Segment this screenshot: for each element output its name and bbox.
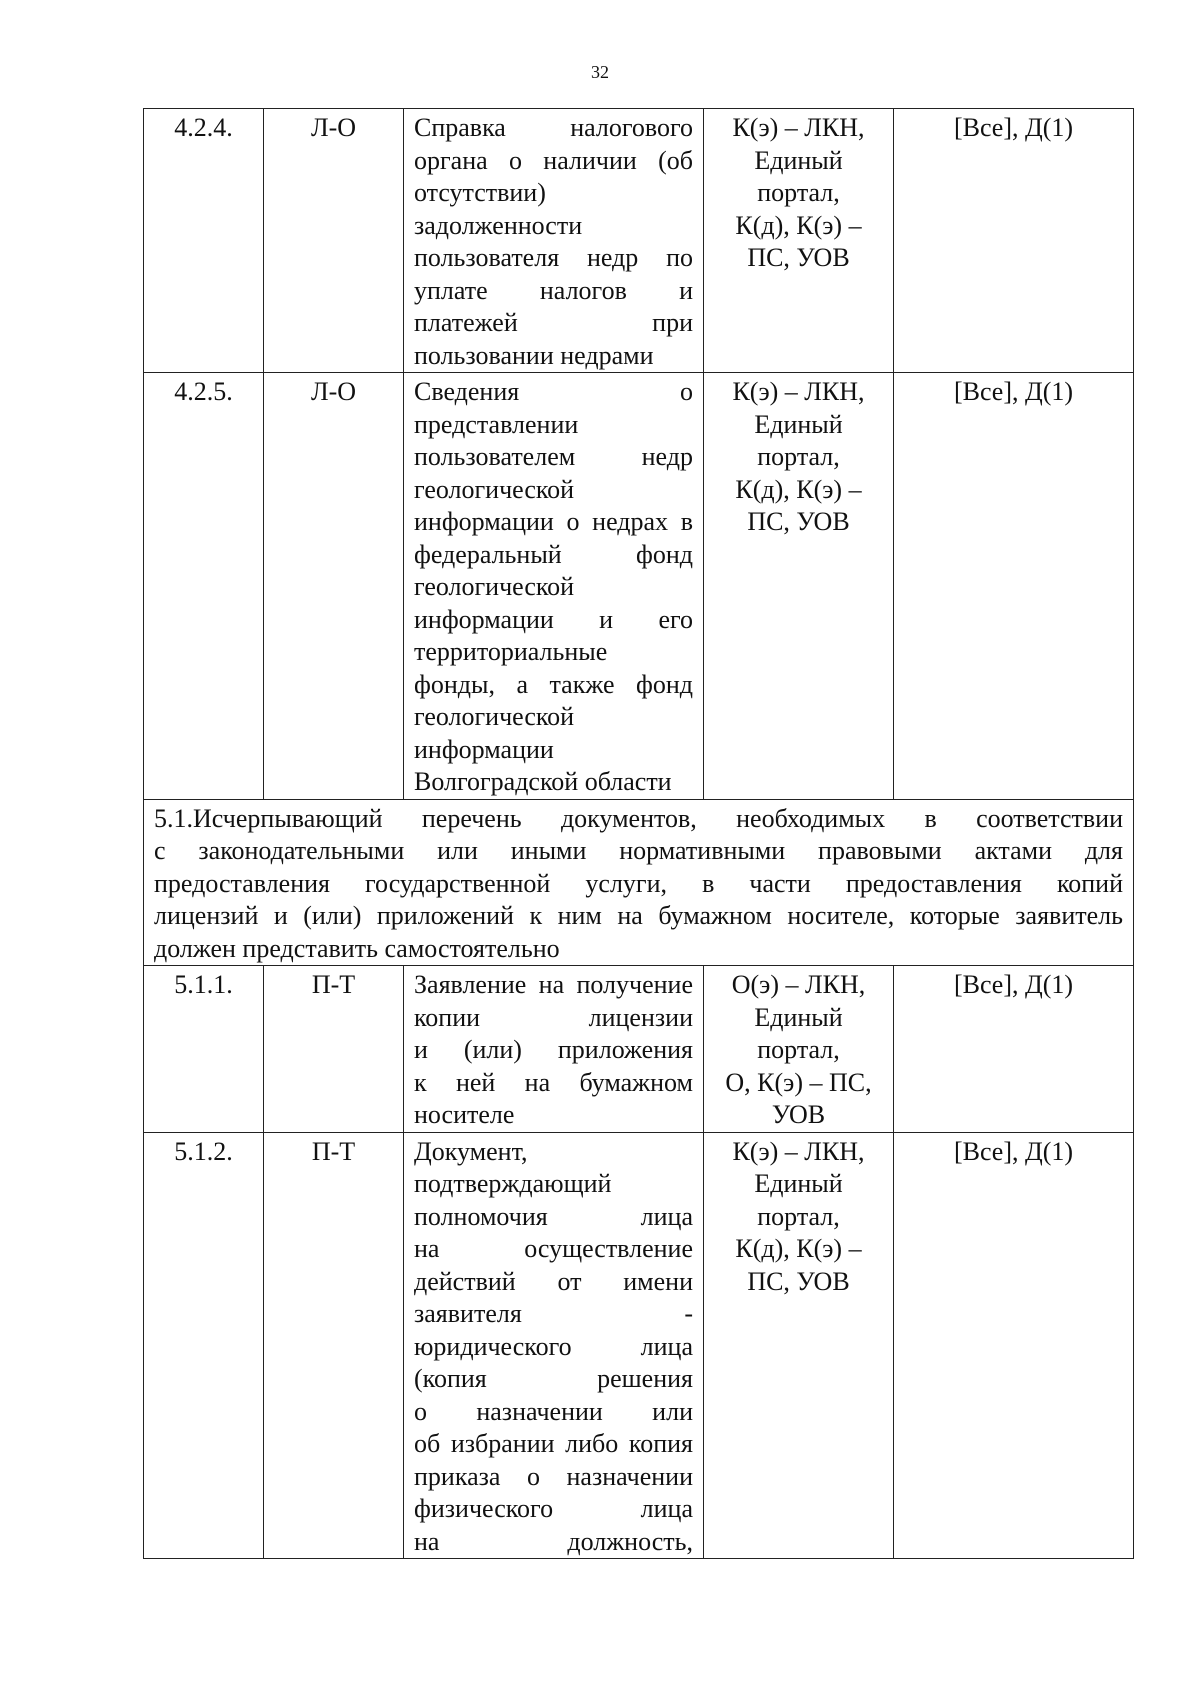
channel-line: К(э) – ЛКН, (732, 377, 865, 406)
description-line: геологической (414, 702, 575, 731)
description-line: физического лица (414, 1494, 693, 1523)
row-code: П-Т (264, 966, 404, 1133)
description-line: отсутствии) (414, 178, 546, 207)
row-description (404, 966, 704, 1133)
description-line: геологической (414, 572, 575, 601)
channel-line: Единый (754, 145, 843, 175)
row-scope: [Все], Д(1) (894, 373, 1134, 800)
table-row (144, 1132, 1134, 1559)
channel-line: ПС, УОВ (747, 1266, 850, 1296)
row-channel (704, 966, 894, 1133)
description-line: Заявление на получение (414, 970, 693, 999)
row-number: 4.2.5. (144, 373, 264, 800)
section-row (144, 799, 1134, 966)
row-code: Л-О (264, 109, 404, 373)
description-line: Сведения о (414, 377, 693, 406)
row-code: Л-О (264, 373, 404, 800)
description-line: информации (414, 734, 554, 764)
description-line: носителе (414, 1100, 515, 1129)
description-line: пользователя недр по (414, 243, 693, 272)
description-line: органа о наличии (об (414, 145, 693, 175)
channel-line: портал, (757, 1201, 840, 1231)
channel-line: О(э) – ЛКН, (731, 970, 866, 999)
channel-line: Единый (754, 1002, 843, 1032)
section-heading (144, 799, 1134, 966)
description-line: к ней на бумажном (414, 1067, 693, 1097)
channel-line: ПС, УОВ (747, 507, 850, 536)
description-line: полномочия лица (414, 1201, 693, 1231)
row-description (404, 109, 704, 373)
documents-table (143, 108, 1134, 1559)
description-line: Документ, (414, 1136, 528, 1166)
section-line: 5.1.Исчерпывающий перечень документов, необходимых в соответствии (154, 803, 1123, 833)
description-line: и (или) приложения (414, 1035, 693, 1064)
row-number: 4.2.4. (144, 109, 264, 373)
row-channel (704, 373, 894, 800)
description-line: подтверждающий (414, 1169, 612, 1198)
row-scope: [Все], Д(1) (894, 1132, 1134, 1559)
description-line: территориальные (414, 637, 608, 666)
description-line: Волгоградской области (414, 767, 672, 796)
description-line: Справка налогового (414, 113, 693, 142)
channel-line: портал, (757, 1035, 840, 1064)
row-number: 5.1.2. (144, 1132, 264, 1559)
description-line: федеральный фонд (414, 539, 693, 569)
description-line: задолженности (414, 210, 583, 240)
table-row (144, 966, 1134, 1133)
description-line: представлении (414, 409, 579, 439)
row-description (404, 1132, 704, 1559)
description-line: заявителя - (414, 1299, 693, 1328)
channel-line: О, К(э) – ПС, (725, 1067, 872, 1097)
description-line: информации и его (414, 604, 693, 634)
description-line: действий от имени (414, 1266, 693, 1296)
description-line: на осуществление (414, 1234, 693, 1263)
channel-line: Единый (754, 1169, 843, 1198)
description-line: пользовании недрами (414, 340, 654, 370)
row-scope: [Все], Д(1) (894, 966, 1134, 1133)
description-line: платежей при (414, 308, 693, 337)
channel-line: ПС, УОВ (747, 243, 850, 272)
description-line: фонды, а также фонд (414, 669, 693, 699)
row-number: 5.1.1. (144, 966, 264, 1133)
channel-line: портал, (757, 178, 840, 207)
page-number: 32 (591, 62, 609, 82)
row-channel (704, 109, 894, 373)
channel-line: К(д), К(э) – (735, 210, 862, 240)
row-channel (704, 1132, 894, 1559)
description-line: геологической (414, 474, 575, 504)
channel-line: К(э) – ЛКН, (732, 113, 865, 142)
description-line: информации о недрах в (414, 507, 693, 536)
channel-line: Единый (754, 409, 843, 439)
channel-line: К(д), К(э) – (735, 1234, 862, 1263)
section-line: предоставления государственной услуги, в части предоставления копий (154, 868, 1123, 898)
section-line: лицензий и (или) приложений к ним на бумажном носителе, которые заявитель (154, 901, 1123, 930)
channel-line: УОВ (771, 1100, 826, 1129)
description-line: на должность, (414, 1526, 693, 1556)
table-row (144, 373, 1134, 800)
row-scope: [Все], Д(1) (894, 109, 1134, 373)
channel-line: портал, (757, 442, 840, 471)
description-line: уплате налогов и (414, 275, 693, 305)
description-line: приказа о назначении (414, 1461, 693, 1491)
description-line: об избрании либо копия (414, 1429, 693, 1458)
row-code: П-Т (264, 1132, 404, 1559)
section-line: должен представить самостоятельно (154, 933, 560, 963)
description-line: копии лицензии (414, 1002, 693, 1032)
description-line: (копия решения (414, 1364, 693, 1393)
row-description (404, 373, 704, 800)
table-row (144, 109, 1134, 373)
channel-line: К(д), К(э) – (735, 474, 862, 504)
description-line: пользователем недр (414, 442, 693, 471)
description-line: юридического лица (414, 1331, 693, 1361)
section-line: с законодательными или иными нормативными правовыми актами для (154, 836, 1123, 865)
description-line: о назначении или (414, 1396, 693, 1426)
channel-line: К(э) – ЛКН, (732, 1136, 865, 1166)
